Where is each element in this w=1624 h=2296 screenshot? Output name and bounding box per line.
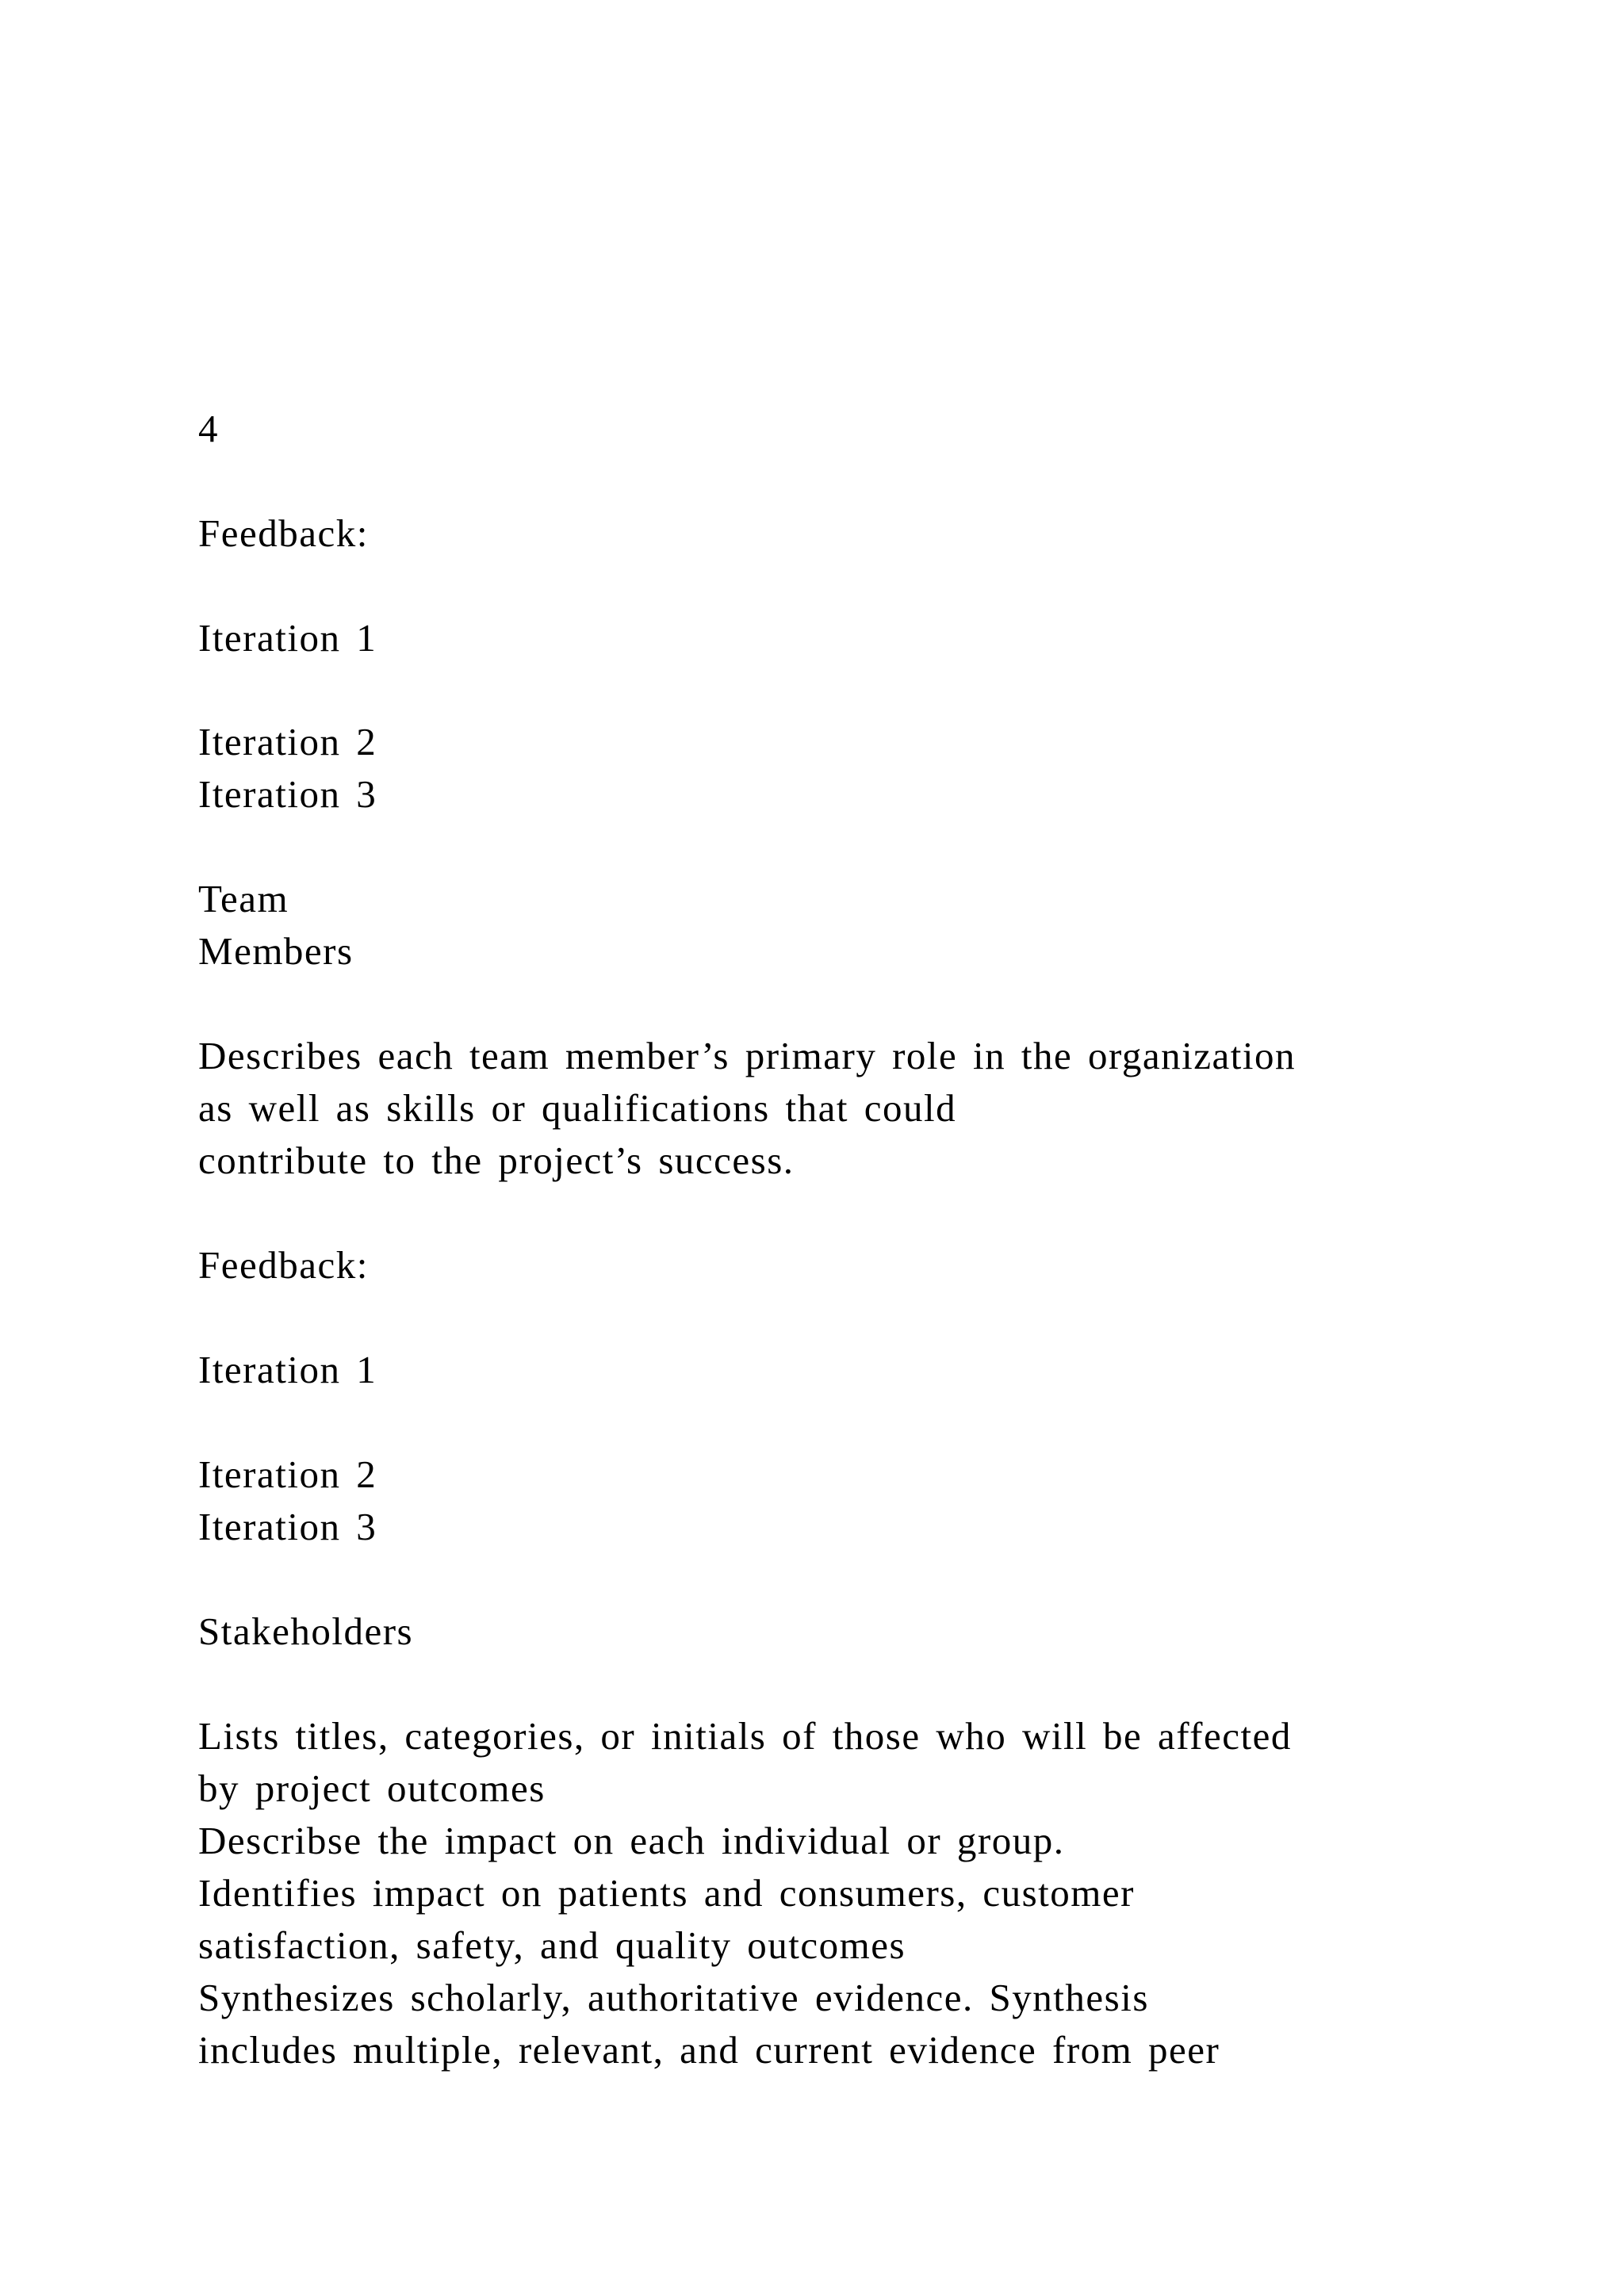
team-members-heading: Team: [198, 877, 289, 920]
iteration-3: Iteration 3: [198, 772, 377, 816]
iteration-2: Iteration 2: [198, 1452, 377, 1496]
iteration-2: Iteration 2: [198, 720, 377, 763]
team-members-description: contribute to the project’s success.: [198, 1138, 795, 1182]
iteration-1: Iteration 1: [198, 616, 377, 660]
feedback-label: Feedback:: [198, 1243, 369, 1287]
feedback-label: Feedback:: [198, 511, 369, 555]
stakeholders-description: Identifies impact on patients and consumers, customer: [198, 1871, 1135, 1915]
stakeholders-heading: Stakeholders: [198, 1609, 414, 1653]
stakeholders-description: Lists titles, categories, or initials of those who will be affected: [198, 1714, 1292, 1758]
stakeholders-description: includes multiple, relevant, and current evidence from peer: [198, 2028, 1220, 2072]
team-members-description: Describes each team member’s primary role in the organization: [198, 1034, 1296, 1077]
team-members-heading: Members: [198, 929, 354, 973]
page-number: 4: [198, 407, 219, 450]
stakeholders-description: Synthesizes scholarly, authoritative evidence. Synthesis: [198, 1976, 1149, 2019]
iteration-1: Iteration 1: [198, 1348, 377, 1391]
stakeholders-description: satisfaction, safety, and quality outcomes: [198, 1923, 906, 1967]
team-members-description: as well as skills or qualifications that could: [198, 1086, 957, 1130]
iteration-3: Iteration 3: [198, 1505, 377, 1548]
stakeholders-description: Describse the impact on each individual or group.: [198, 1819, 1065, 1862]
stakeholders-description: by project outcomes: [198, 1766, 546, 1810]
